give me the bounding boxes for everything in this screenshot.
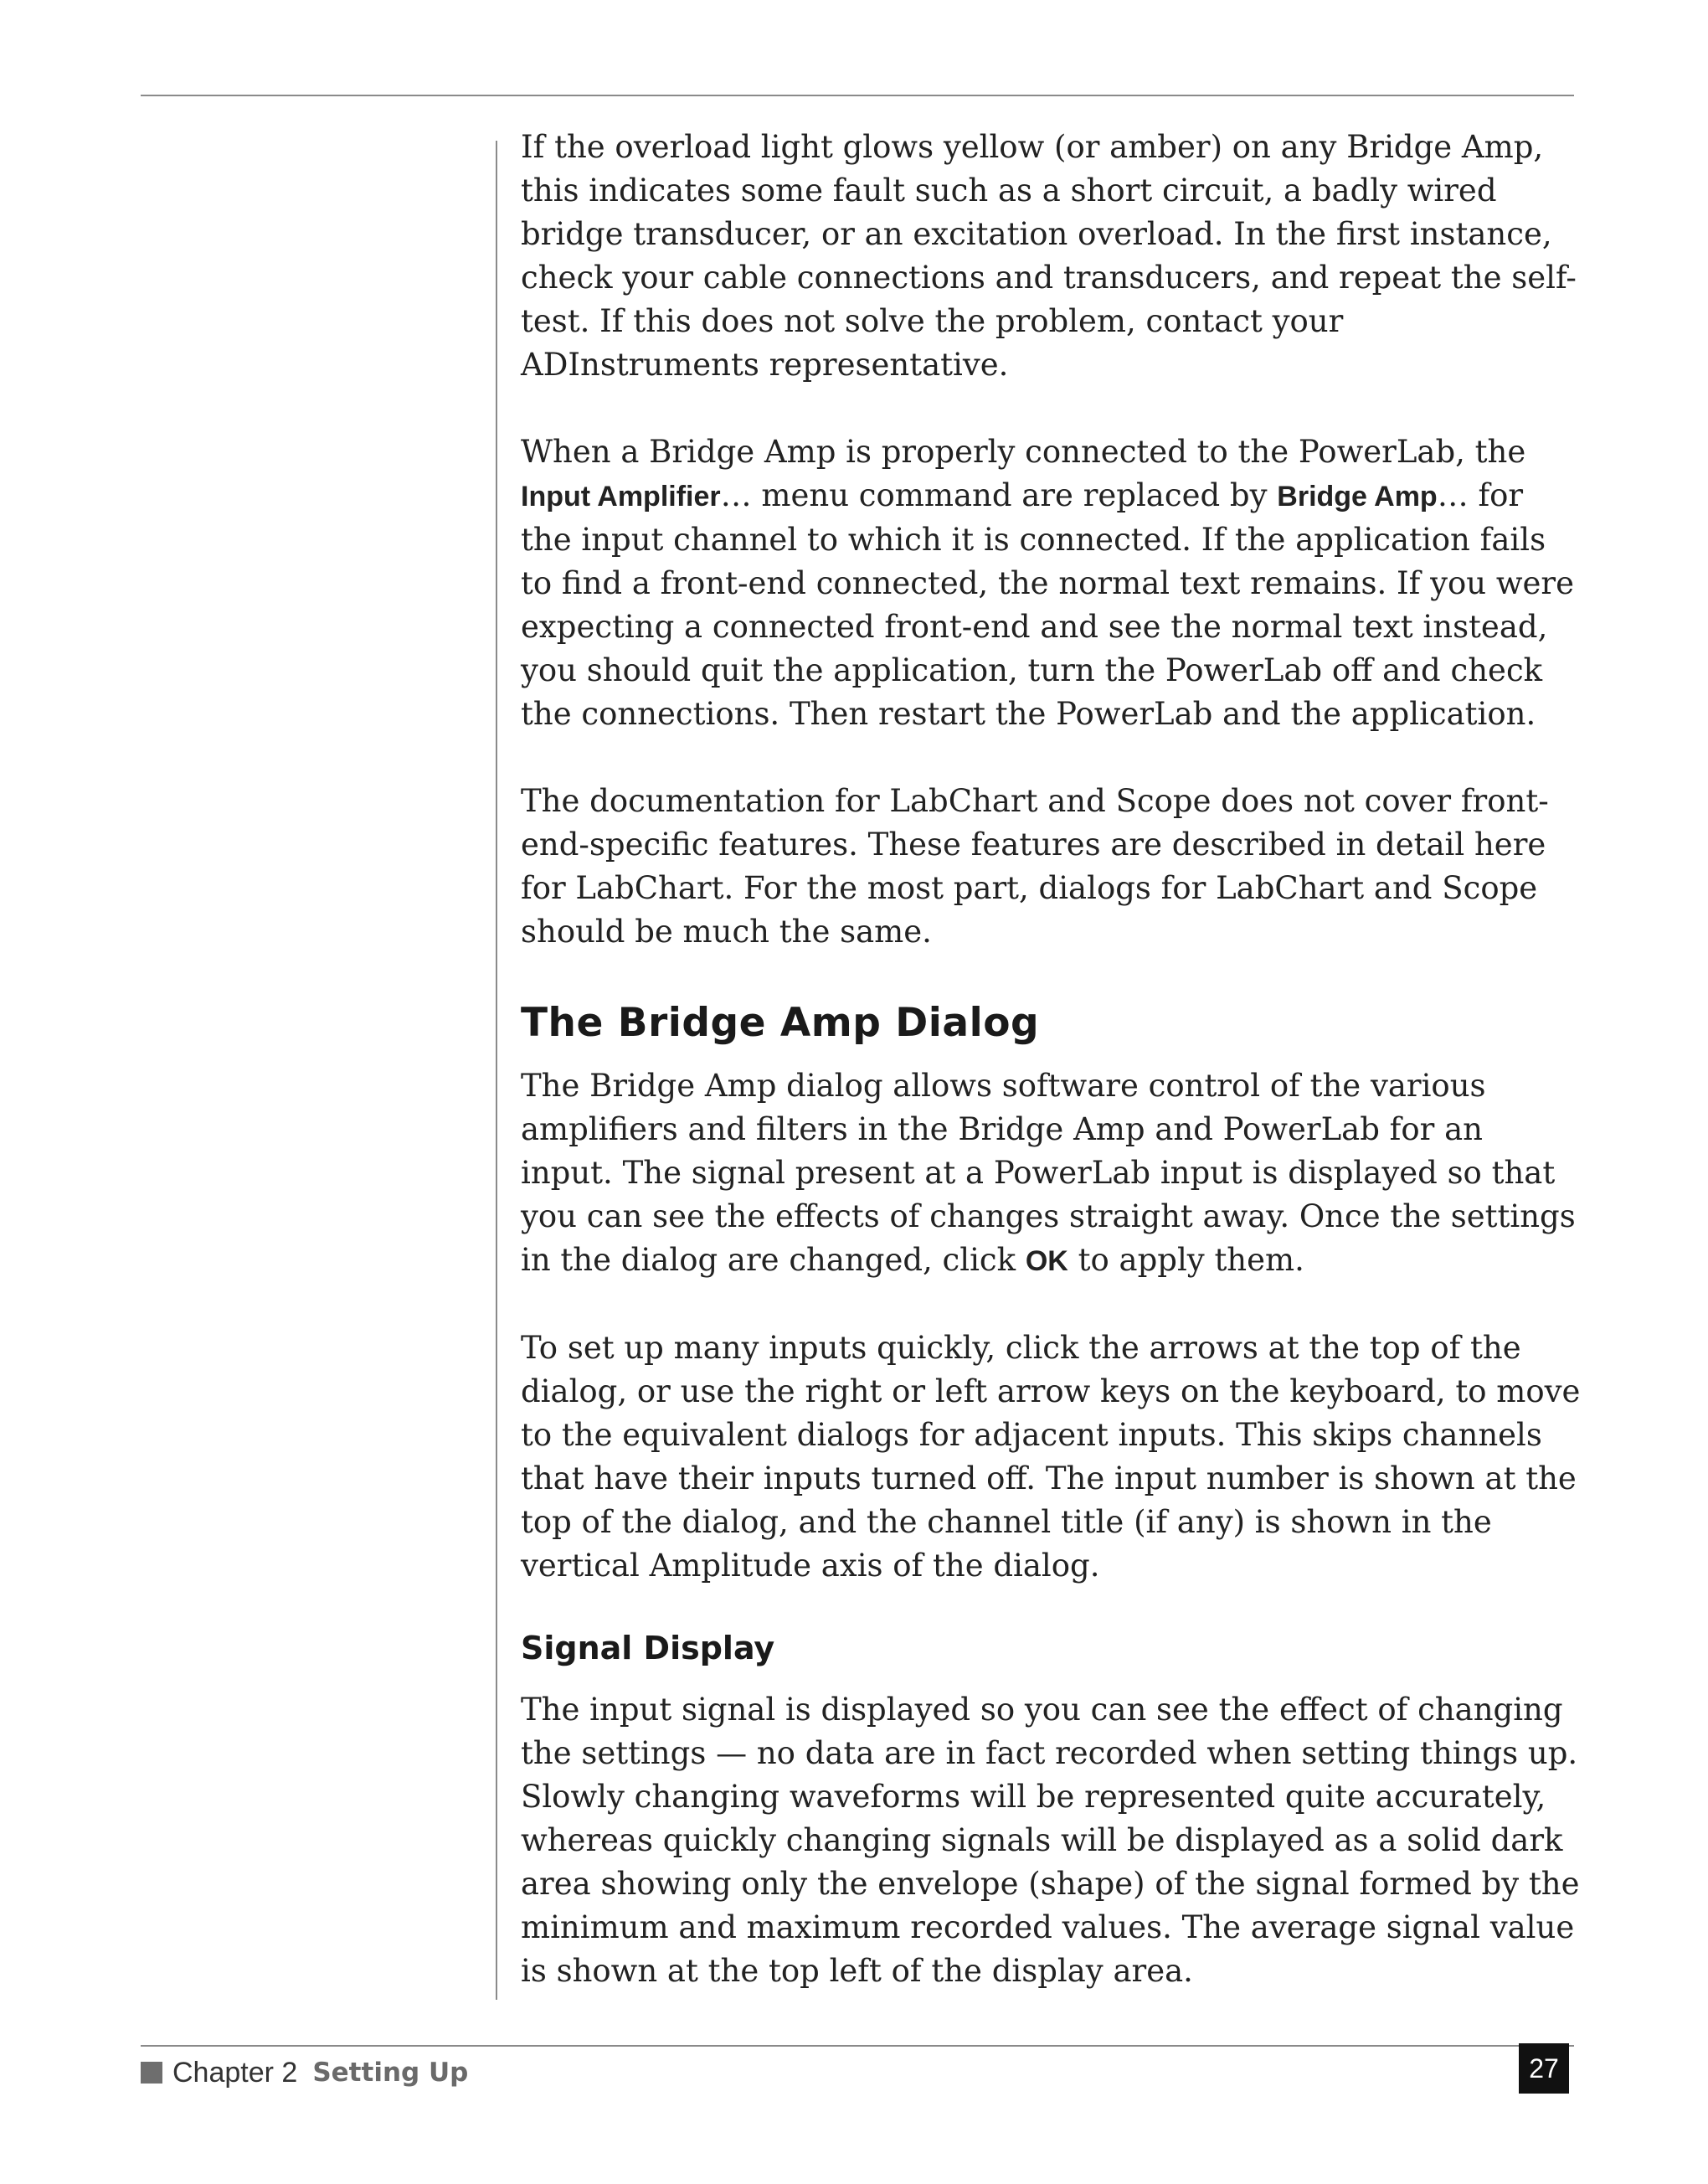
footer-rule: [141, 2045, 1574, 2047]
paragraph-text: to apply them.: [1068, 1242, 1304, 1278]
paragraph-dialog-intro: [521, 1064, 1582, 1283]
menu-command-input-amplifier: Input Amplifier: [521, 481, 721, 513]
page-number: 27: [1519, 2043, 1569, 2094]
paragraph-setup-inputs: To set up many inputs quickly, click the arrows at the top of the dialog, or use the right or left arrow keys on the keyboard, to move to the equivalent dialogs for adjacent inputs. This skips channels that have their inputs turned off. The input number is shown at the top of the dialog, and the channel title (if any) is shown in the vertical Amplitude axis of the dialog.: [521, 1330, 1581, 1584]
paragraph-signal-display: The input signal is displayed so you can see the effect of changing the settings — no data are in fact recorded when setting things up. Slowly changing waveforms will be represented quite accurately, whereas quickly changing signals will be displayed as a solid dark area showing only the envelope (shape) of the signal formed by the minimum and maximum recorded values. The average signal value is shown at the top left of the display area.: [521, 1692, 1580, 1989]
subsection-heading: Signal Display: [521, 1630, 775, 1666]
paragraph-text: … menu command are replaced by: [720, 477, 1278, 513]
footer: [141, 2052, 468, 2094]
paragraph-text: When a Bridge Amp is properly connected to the PowerLab, the: [521, 434, 1526, 470]
footer-section: Setting Up: [312, 2058, 469, 2088]
footer-chapter: Chapter 2: [172, 2056, 298, 2089]
paragraph-overload-light: If the overload light glows yellow (or amber) on any Bridge Amp, this indicates some fault such as a short circuit, a badly wired bridge transducer, or an excitation overload. In the first instance, check your cable connections and transducers, and repeat the self-test. If this does not solve the problem, contact your ADInstruments representative.: [521, 129, 1577, 383]
section-heading: The Bridge Amp Dialog: [521, 1000, 1040, 1046]
body-content: [521, 126, 1582, 2037]
paragraph-documentation: The documentation for LabChart and Scope does not cover front-end-specific features. These features are described in detail here for LabChart. For the most part, dialogs for LabChart and Scope should be much the same.: [521, 783, 1549, 950]
ok-button-reference: OK: [1025, 1245, 1068, 1277]
menu-command-bridge-amp: Bridge Amp: [1277, 481, 1438, 513]
paragraph-menu-command: [521, 430, 1582, 736]
paragraph-text: The Bridge Amp dialog allows software control of the various amplifiers and filters in the Bridge Amp and PowerLab for an input. The signal present at a PowerLab input is displayed so that you can see the effects of changes straight away. Once the settings in the dialog are changed, click: [521, 1068, 1576, 1278]
margin-rule: [496, 141, 497, 2000]
chapter-marker-icon: [141, 2062, 162, 2084]
paragraph-text: … for the input channel to which it is connected. If the application fails to find a front-end connected, the normal text remains. If you were expecting a connected front-end and see the normal text instead, you should quit the application, turn the PowerLab off and check the connections. Then restart the PowerLab and the application.: [521, 477, 1574, 732]
header-rule: [141, 95, 1574, 96]
